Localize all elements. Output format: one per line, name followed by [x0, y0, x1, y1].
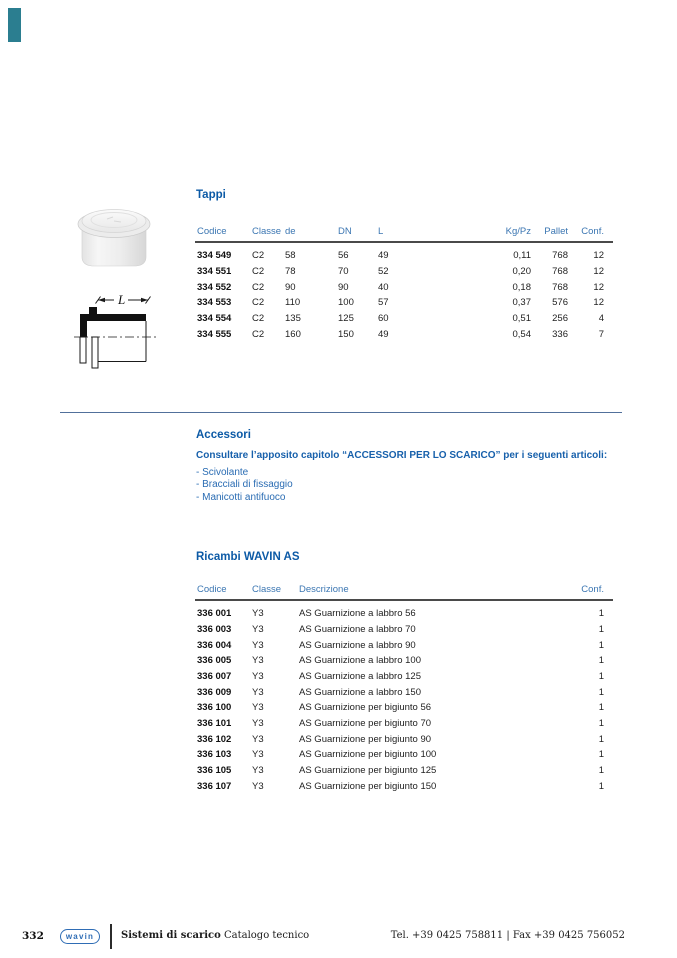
table-cell: 256 [552, 312, 568, 324]
cap-dimension-drawing [70, 288, 162, 374]
table-cell: 1 [598, 608, 604, 620]
table-row [195, 311, 613, 327]
table-cell: 336 004 [197, 639, 232, 651]
table-cell: AS Guarnizione a labbro 70 [299, 623, 416, 635]
table-cell: Y3 [252, 655, 264, 667]
table-cell: 1 [598, 749, 604, 761]
column-header: Kg/Pz [451, 212, 531, 242]
table-cell: 1 [598, 623, 604, 635]
table-cell: 12 [593, 250, 604, 262]
table-cell: Y3 [252, 764, 264, 776]
column-header: Classe [250, 577, 297, 600]
cap-photo-illustration [74, 195, 154, 271]
table-cell: 576 [552, 297, 568, 309]
column-header: Pallet [531, 212, 568, 242]
table-row [195, 716, 613, 732]
table-cell: 49 [378, 328, 389, 340]
accessori-text-block [196, 450, 626, 505]
table-row [195, 747, 613, 763]
table-cell: 78 [285, 265, 296, 277]
table-cell: AS Guarnizione per bigiunto 90 [299, 733, 432, 745]
table-cell: AS Guarnizione a labbro 125 [299, 670, 421, 682]
table-cell: 0,51 [512, 312, 531, 324]
table-cell: 336 100 [197, 702, 232, 714]
section-title-ricambi: Ricambi WAVIN AS [196, 551, 300, 563]
table-cell: 58 [285, 250, 296, 262]
table-cell: 336 103 [197, 749, 232, 761]
tappi-table [195, 212, 613, 342]
accessori-list-item: - Scivolante [196, 466, 249, 478]
table-cell: AS Guarnizione per bigiunto 125 [299, 764, 437, 776]
column-header: Codice [195, 212, 250, 242]
table-cell: 90 [338, 281, 349, 293]
table-cell: AS Guarnizione per bigiunto 56 [299, 702, 432, 714]
table-cell: 768 [552, 281, 568, 293]
table-cell: Y3 [252, 623, 264, 635]
table-cell: Y3 [252, 686, 264, 698]
table-cell: 1 [598, 670, 604, 682]
table-cell: 336 101 [197, 717, 232, 729]
table-cell: Y3 [252, 639, 264, 651]
table-row [195, 653, 613, 669]
table-cell: 1 [598, 686, 604, 698]
section-divider-line [60, 412, 622, 413]
table-cell: 12 [593, 265, 604, 277]
table-row [195, 684, 613, 700]
table-cell: 1 [598, 764, 604, 776]
section-title-accessori: Accessori [196, 429, 251, 441]
table-row [195, 731, 613, 747]
table-cell: Y3 [252, 733, 264, 745]
table-cell: AS Guarnizione per bigiunto 70 [299, 717, 432, 729]
table-row [195, 622, 613, 638]
table-cell: AS Guarnizione per bigiunto 100 [299, 749, 437, 761]
table-cell: C2 [252, 250, 265, 262]
table-cell: 40 [378, 281, 389, 293]
table-cell: 1 [598, 780, 604, 792]
column-header: DN [336, 212, 376, 242]
table-cell: C2 [252, 328, 265, 340]
cap-drawing-svg [70, 288, 162, 374]
table-cell: 1 [598, 655, 604, 667]
chapter-tab-marker [8, 8, 21, 42]
table-cell: 160 [285, 328, 301, 340]
table-cell: 334 554 [197, 312, 232, 324]
table-row [195, 763, 613, 779]
table-cell: 49 [378, 250, 389, 262]
table-cell: 334 552 [197, 281, 232, 293]
table-row [195, 242, 613, 264]
table-cell: 56 [338, 250, 349, 262]
table-cell: Y3 [252, 608, 264, 620]
accessori-list-item: - Manicotti antifuoco [196, 492, 286, 504]
dimension-label: L [118, 292, 126, 307]
table-cell: C2 [252, 265, 265, 277]
table-row [195, 700, 613, 716]
ricambi-table [195, 577, 613, 794]
table-cell: 0,11 [513, 250, 531, 262]
table-cell: 334 549 [197, 250, 232, 262]
table-cell: 100 [338, 297, 354, 309]
table-cell: 336 009 [197, 686, 232, 698]
table-cell: 110 [285, 297, 301, 309]
column-header: Conf. [521, 577, 613, 600]
column-header: Codice [195, 577, 250, 600]
section-title-tappi: Tappi [196, 189, 226, 201]
table-cell: C2 [252, 297, 265, 309]
table-cell: 150 [338, 328, 354, 340]
table-cell: 1 [598, 717, 604, 729]
table-cell: 52 [378, 265, 389, 277]
table-cell: Y3 [252, 670, 264, 682]
table-row [195, 295, 613, 311]
table-cell: 70 [338, 265, 349, 277]
table-row [195, 600, 613, 622]
table-cell: 57 [378, 297, 389, 309]
table-cell: AS Guarnizione a labbro 100 [299, 655, 421, 667]
table-cell: 0,37 [512, 297, 531, 309]
accessori-list [196, 467, 626, 505]
table-row [195, 669, 613, 685]
accessori-intro: Consultare l’apposito capitolo “ACCESSORI PER LO SCARICO” per i seguenti articoli: [196, 450, 608, 461]
footer-contact-info: Tel. +39 0425 758811 | Fax +39 0425 756052 [390, 930, 625, 941]
table-cell: C2 [252, 281, 265, 293]
table-cell: 0,20 [512, 265, 531, 277]
column-header: Conf. [568, 212, 613, 242]
cap-product-photo [74, 195, 154, 271]
table-cell: 90 [285, 281, 296, 293]
table-cell: 1 [598, 639, 604, 651]
table-cell: 768 [552, 250, 568, 262]
table-cell: 125 [338, 312, 354, 324]
wavin-logo: wavin [60, 929, 100, 944]
table-cell: 12 [593, 297, 604, 309]
table-cell: 4 [598, 312, 604, 324]
table-row [195, 264, 613, 280]
table-cell: 12 [593, 281, 604, 293]
table-cell: 336 105 [197, 764, 232, 776]
table-cell: 336 005 [197, 655, 232, 667]
table-cell: 336 001 [197, 608, 232, 620]
table-cell: 60 [378, 312, 389, 324]
table-cell: 336 003 [197, 623, 232, 635]
table-row [195, 279, 613, 295]
table-cell: AS Guarnizione a labbro 150 [299, 686, 421, 698]
column-header: de [283, 212, 336, 242]
table-cell: 334 551 [197, 265, 232, 277]
table-cell: Y3 [252, 702, 264, 714]
table-cell: 336 107 [197, 780, 232, 792]
footer-catalog-title-regular: Catalogo tecnico [220, 930, 310, 941]
table-cell: Y3 [252, 717, 264, 729]
table-row [195, 778, 613, 794]
table-row [195, 637, 613, 653]
table-cell: 7 [598, 328, 604, 340]
page-footer [0, 922, 677, 952]
column-header: Classe [250, 212, 283, 242]
table-cell: C2 [252, 312, 265, 324]
page-number: 332 [22, 930, 44, 942]
table-cell: 0,54 [512, 328, 531, 340]
table-cell: 334 555 [197, 328, 232, 340]
table-cell: AS Guarnizione a labbro 90 [299, 639, 416, 651]
table-cell: 1 [598, 702, 604, 714]
table-cell: 1 [598, 733, 604, 745]
table-cell: 768 [552, 265, 568, 277]
accessori-list-item: - Bracciali di fissaggio [196, 479, 293, 491]
column-header: Descrizione [297, 577, 521, 600]
table-cell: AS Guarnizione per bigiunto 150 [299, 780, 437, 792]
table-cell: 135 [285, 312, 301, 324]
footer-catalog-title-bold: Sistemi di scarico [121, 930, 221, 941]
table-cell: 336 007 [197, 670, 232, 682]
footer-catalog-title [121, 930, 309, 941]
table-cell: Y3 [252, 780, 264, 792]
table-cell: 334 553 [197, 297, 232, 309]
column-header: L [376, 212, 451, 242]
table-cell: 336 [552, 328, 568, 340]
table-row [195, 326, 613, 342]
table-cell: 336 102 [197, 733, 232, 745]
table-cell: Y3 [252, 749, 264, 761]
table-cell: 0,18 [512, 281, 531, 293]
table-cell: AS Guarnizione a labbro 56 [299, 608, 416, 620]
footer-divider [110, 924, 112, 949]
